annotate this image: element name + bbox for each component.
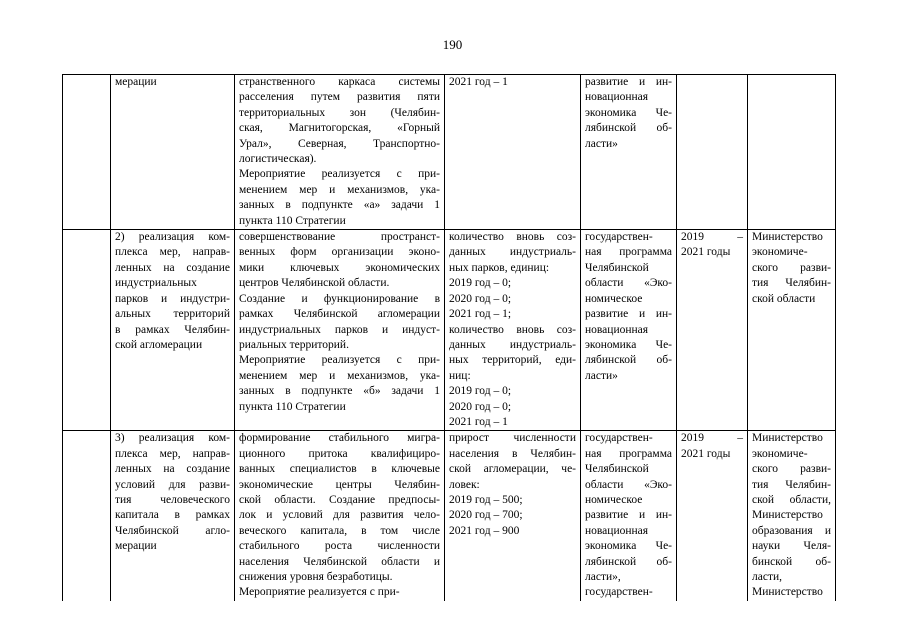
cell-line: ского разви-: [752, 261, 831, 274]
cell-line: ная программа: [585, 447, 672, 460]
executor-cell: [748, 75, 836, 230]
program-cell: [581, 431, 677, 601]
cell-line: менением мер и механизмов, ука-: [239, 183, 440, 196]
cell-line: населения Челябинской области и: [239, 555, 440, 568]
cell-line: ленных на создание: [115, 463, 230, 476]
cell-line: мики ключевых экономических: [239, 261, 440, 274]
cell-line: занных в подпункте «а» задачи 1: [239, 199, 440, 212]
cell-line: Министерство: [752, 432, 823, 445]
indicator-cell: [445, 75, 581, 230]
cell-line: Челябинской: [585, 463, 649, 476]
cell-line: мерации: [115, 540, 157, 553]
cell-line: венных форм организации эконо-: [239, 246, 440, 259]
cell-line: государствен-: [585, 432, 653, 445]
cell-line: риальных территорий.: [239, 338, 349, 351]
cell-line: ванных специалистов в ключевые: [239, 463, 440, 476]
cell-line: экономические центры Челябин-: [239, 478, 440, 491]
cell-line: новационная: [585, 323, 649, 336]
cell-line: условий для разви-: [115, 478, 230, 491]
cell-line: образования и: [752, 524, 831, 537]
cell-line: территориальных зон (Челябин-: [239, 106, 440, 119]
task-cell: [111, 230, 235, 431]
cell-line: ской области: [752, 292, 816, 305]
years-cell: [677, 75, 748, 230]
cell-line: данных индустриаль-: [449, 338, 576, 351]
cell-line: ского разви-: [752, 463, 831, 476]
task-cell: [111, 75, 235, 230]
cell-line: 2) реализация ком-: [115, 231, 230, 244]
cell-line: ской агломерации: [115, 338, 203, 351]
table-row: [63, 431, 836, 601]
cell-line: формирование стабильного мигра-: [239, 432, 440, 445]
cell-line: тия человеческого: [115, 493, 230, 506]
cell-line: развитие и ин-: [585, 509, 672, 522]
cell-line: данных индустриаль-: [449, 246, 576, 259]
cell-line: ловек:: [449, 478, 480, 491]
cell-line: занных в подпункте «б» задачи 1: [239, 385, 440, 398]
cell-line: капитала в рамках: [115, 509, 230, 522]
activity-cell: [235, 230, 445, 431]
cell-line: экономиче-: [752, 447, 808, 460]
cell-line: снижения уровня безработицы.: [239, 571, 393, 583]
cell-line: новационная: [585, 524, 649, 537]
cell-line: логистическая).: [239, 153, 317, 166]
cell-line: ных территорий, еди-: [449, 354, 576, 367]
activity-cell: [235, 431, 445, 601]
cell-line: ласти»: [585, 369, 618, 382]
cell-line: лябинской об-: [585, 122, 672, 135]
cell-line: прирост численности: [449, 432, 576, 445]
cell-line: индустриальных: [115, 277, 197, 290]
executor-cell: [748, 230, 836, 431]
indicator-cell: [445, 431, 581, 601]
cell-line: ласти»: [585, 137, 618, 150]
measures-table: [62, 74, 836, 601]
cell-line: науки Челя-: [752, 540, 831, 553]
table-row: [63, 75, 836, 230]
cell-line: новационная: [585, 91, 649, 104]
years-cell: [677, 230, 748, 431]
page-number: 190: [442, 37, 463, 52]
cell-line: области «Эко-: [585, 478, 672, 491]
cell-line: центров Челябинской области.: [239, 277, 390, 290]
cell-line: ласти»,: [585, 571, 621, 583]
cell-line: 3) реализация ком-: [115, 432, 230, 445]
years-cell: [677, 431, 748, 601]
cell-line: лок и условий для развития чело-: [239, 509, 440, 522]
cell-line: индустриальных парков и индуст-: [239, 323, 440, 336]
cell-line: 2019 год – 500;: [449, 493, 523, 506]
cell-line: тия Челябин-: [752, 478, 831, 491]
cell-line: номическое: [585, 493, 643, 506]
executor-cell: [748, 431, 836, 601]
cell-line: Министерство: [752, 509, 823, 522]
num-cell: [63, 75, 111, 230]
table-row: [63, 230, 836, 431]
cell-line: государствен-: [585, 231, 653, 244]
cell-line: лябинской об-: [585, 354, 672, 367]
cell-line: населения в Челябин-: [449, 447, 576, 460]
cell-line: лябинской об-: [585, 555, 672, 568]
cell-line: области «Эко-: [585, 277, 672, 290]
cell-line: 2020 год – 0;: [449, 400, 512, 413]
cell-line: Урал», Северная, Транспортно-: [239, 137, 440, 150]
cell-line: ской агломерации, че-: [449, 463, 576, 476]
cell-line: в рамках Челябин-: [115, 323, 230, 336]
cell-line: ская, Магнитогорская, «Горный: [239, 122, 440, 135]
cell-line: 2019 год – 0;: [449, 385, 512, 398]
cell-line: пункта 110 Стратегии: [239, 400, 346, 413]
num-cell: [63, 431, 111, 601]
cell-line: совершенствование пространст-: [239, 231, 440, 244]
cell-line: развитие и ин-: [585, 76, 672, 88]
cell-line: ленных на создание: [115, 261, 230, 274]
cell-line: развитие и ин-: [585, 308, 672, 321]
num-cell: [63, 230, 111, 431]
cell-line: 2021 год – 1;: [449, 308, 512, 321]
cell-line: ской области,: [752, 493, 831, 506]
cell-line: Челябинской агло-: [115, 524, 230, 537]
cell-line: веческого капитала, в том числе: [239, 524, 440, 537]
cell-line: 2019 –: [681, 432, 743, 445]
cell-line: Создание и функционирование в: [239, 292, 440, 305]
cell-line: пункта 110 Стратегии: [239, 214, 346, 227]
cell-line: ласти,: [752, 571, 783, 583]
cell-line: номическое: [585, 292, 643, 305]
cell-line: экономика Че-: [585, 540, 672, 553]
cell-line: ской области. Создание предпосы-: [239, 493, 440, 506]
cell-line: странственного каркаса системы: [239, 76, 440, 88]
cell-line: 2021 год – 900: [449, 524, 520, 537]
cell-line: мерации: [115, 76, 157, 88]
cell-line: плекса мер, направ-: [115, 447, 230, 460]
cell-line: Мероприятие реализуется с при-: [239, 354, 440, 367]
cell-line: экономиче-: [752, 246, 808, 259]
cell-line: ная программа: [585, 246, 672, 259]
cell-line: количество вновь соз-: [449, 323, 576, 336]
cell-line: 2021 год – 1: [449, 76, 508, 88]
cell-line: бинской об-: [752, 555, 831, 568]
cell-line: 2021 годы: [681, 447, 731, 460]
program-cell: [581, 230, 677, 431]
cell-line: тия Челябин-: [752, 277, 831, 290]
cell-line: экономика Че-: [585, 338, 672, 351]
cell-line: парков и индустри-: [115, 292, 230, 305]
cell-line: стабильного роста численности: [239, 540, 440, 553]
cell-line: Министерство: [752, 586, 823, 599]
program-cell: [581, 75, 677, 230]
activity-cell: [235, 75, 445, 230]
cell-line: ниц:: [449, 369, 471, 382]
cell-line: расселения путем развития пяти: [239, 91, 440, 104]
indicator-cell: [445, 230, 581, 431]
cell-line: государствен-: [585, 586, 653, 599]
cell-line: рамках Челябинской агломерации: [239, 308, 440, 321]
cell-line: Мероприятие реализуется с при-: [239, 586, 400, 599]
cell-line: менением мер и механизмов, ука-: [239, 369, 440, 382]
cell-line: количество вновь соз-: [449, 231, 576, 244]
cell-line: Челябинской: [585, 261, 649, 274]
cell-line: 2020 год – 0;: [449, 292, 512, 305]
cell-line: Министерство: [752, 231, 823, 244]
task-cell: [111, 431, 235, 601]
cell-line: альных территорий: [115, 308, 230, 321]
cell-line: 2019 год – 0;: [449, 277, 512, 290]
cell-line: экономика Че-: [585, 106, 672, 119]
cell-line: ных парков, единиц:: [449, 261, 550, 274]
cell-line: плекса мер, направ-: [115, 246, 230, 259]
cell-line: ционного притока квалифициро-: [239, 447, 440, 460]
cell-line: 2020 год – 700;: [449, 509, 523, 522]
cell-line: 2021 год – 1: [449, 415, 508, 428]
cell-line: 2021 годы: [681, 246, 731, 259]
cell-line: 2019 –: [681, 231, 743, 244]
cell-line: Мероприятие реализуется с при-: [239, 168, 440, 181]
